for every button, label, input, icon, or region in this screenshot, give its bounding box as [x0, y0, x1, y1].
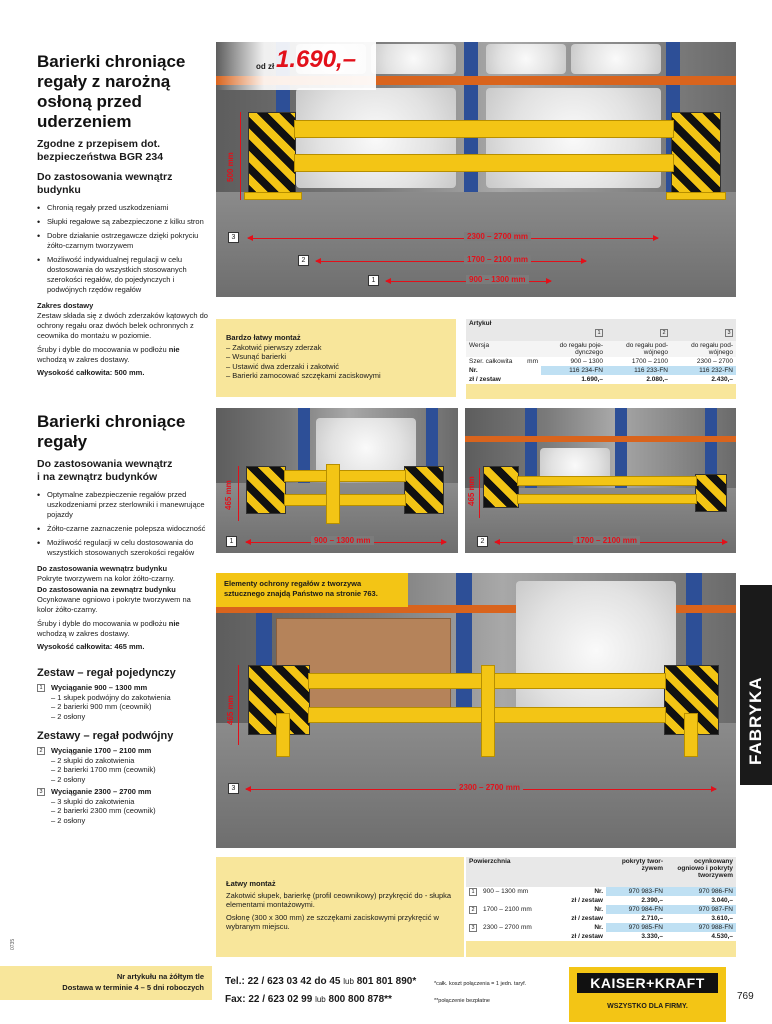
brand-logo [569, 967, 726, 1022]
table-1: Artykuł 1 2 3 Wersja do regału poje-dynczego do regału pod-wójnego do regału pod-wójnego Szer. całkowita mm 900 – 1300 1700 – 2100 2300 – 2700 Nr. 116 234-FN 116 233-FN 116 232-FN zł / zestaw 1.690,– 2.080,– 2.430,– [466, 319, 736, 399]
footer-note-1: *całk. koszt połączenia = 1 jedn. taryf. [434, 981, 527, 987]
variant-2: 2 Wyciąganie 1700 – 2100 mm – 2 słupki do zakotwienia – 2 barierki 1700 mm (ceownik) – 2 osłony [37, 746, 209, 784]
section2-title: Barierki chroniące regały [37, 412, 186, 451]
section1-title: Barierki chroniące regały z narożną osłoną przed uderzeniem [37, 52, 186, 131]
page-number: 769 [737, 991, 754, 1002]
photo-barrier-wide: Elementy ochrony regałów z tworzywa sztucznego znajdą Państwo na stronie 763. 465 mm 3 2300 – 2700 mm [216, 573, 736, 848]
bullet: • Optymalne zabezpieczenie regałów przed uszkodzeniami przez sterlowniki i manewrujące pojazdy [37, 490, 209, 520]
section2-screws: Śruby i dyble do mocowania w podłożu nie wchodzą w zakres dostawy. [37, 619, 180, 638]
dim-arrow-2 [316, 261, 586, 262]
brand-name: KAISER+KRAFT [577, 973, 718, 993]
side-tab: FABRYKA [740, 585, 772, 785]
footer-phone: Tel.: 22 / 623 03 42 do 45 lub 801 801 890* [225, 976, 417, 987]
section1-subtitle: Zgodne z przepisem dot. bezpieczeństwa BGR 234 [37, 138, 164, 163]
section1-scope: Zakres dostawy Zestaw składa się z dwóch zderzaków kątowych do ochrony regału oraz dwóch belek ochronnych z ceownika do montażu w poziomie. [37, 301, 208, 340]
assembly-box-1: Bardzo łatwy montaż – Zakotwić pierwszy zderzak – Wsunąć barierki – Ustawić dwa zderzaki i zakotwić – Barierki zamocować szczękami zaciskowymi [216, 319, 456, 397]
footer-fax: Fax: 22 / 623 02 99 lub 800 800 878** [225, 994, 392, 1005]
section1-bullets [37, 203, 209, 295]
section2-outside: Do zastosowania na zewnątrz budynku Ocynkowane ogniowo i pokryte tworzywem na kolor żółto-czarny. [37, 585, 191, 614]
bullet: • Możliwość indywidualnej regulacji w celu dostosowania do wszystkich stosowanych szerokości regałów, do pojedynczych i podwójnych rzędów regałów [37, 255, 209, 295]
price: 1.690,– [581, 376, 603, 383]
section1-usage-heading: Do zastosowania wewnątrz budynku [37, 171, 173, 196]
section2-usage-heading: Do zastosowania wewnątrz i na zewnątrz budynków [37, 458, 173, 483]
footer-note-2: **połączenie bezpłatne [434, 998, 490, 1004]
bullet: • Chronią regały przed uszkodzeniami [37, 203, 209, 213]
dim-arrow-3 [248, 238, 658, 239]
section2-height: Wysokość całkowita: 465 mm. [37, 642, 145, 651]
price-tag: od zł 1.690,– [216, 42, 376, 90]
bullet: • Dobre działanie ostrzegawcze dzięki pokryciu żółto-czarnym tworzywem [37, 231, 209, 251]
bullet: • Słupki regałowe są zabezpieczone z kilku stron [37, 217, 209, 227]
section1-text [37, 52, 209, 378]
bullet: • Możliwość regulacji w celu dostosowania do wszystkich stosowanych szerokości regałów [37, 538, 209, 558]
photo-corner-barrier: od zł 1.690,– 500 mm 3 2300 – 2700 mm 2 1700 – 2100 mm 1 900 – 1300 mm [216, 42, 736, 297]
brand-slogan: WSZYSTKO DLA FIRMY. [607, 1003, 688, 1010]
page-code: 0735 [10, 938, 16, 950]
section2-inside: Do zastosowania wewnątrz budynku Pokryte tworzywem na kolor żółto-czarny. [37, 564, 175, 583]
article-number: 116 233-FN [606, 366, 671, 375]
photo-barrier-double: 465 mm 2 1700 – 2100 mm [465, 408, 736, 553]
price-value: 1.690,– [276, 46, 357, 73]
photo-barrier-single: 465 mm 1 900 – 1300 mm [216, 408, 458, 553]
single-heading: Zestaw – regał pojedynczy [37, 667, 176, 679]
footer-yellow-note: Nr artykułu na żółtym tle Dostawa w terminie 4 – 5 dni roboczych [0, 966, 212, 1000]
double-heading: Zestawy – regał podwójny [37, 730, 174, 742]
section1-height: Wysokość całkowita: 500 mm. [37, 368, 145, 377]
height-label: 500 mm [226, 152, 235, 182]
variant-1: 1 Wyciąganie 900 – 1300 mm – 1 słupek podwójny do zakotwienia – 2 barierki 900 mm (ceownik) – 2 osłony [37, 683, 209, 721]
barrier-rail-top [294, 120, 674, 138]
table-2: Powierzchnia pokryty twor-zywem ocynkowany ogniowo i pokryty tworzywem 1 900 – 1300 mm Nr. 970 983-FN 970 986-FN zł / zestaw 2.390,– 3.040,– 2 1700 – 2100 mm Nr. 970 984-FN 970 987-FN zł / zestaw 2.710,– 3.610,– 3 2300 – 2700 mm Nr. 970 985-FN 970 988-FN zł / zestaw 3.330,– 4.530,– [466, 857, 736, 957]
price: 2.430,– [711, 376, 733, 383]
article-number: 116 234-FN [541, 366, 606, 375]
price: 2.080,– [646, 376, 668, 383]
section2-bullets [37, 490, 209, 558]
article-number: 116 232-FN [671, 366, 736, 375]
barrier-rail-bottom [294, 154, 674, 172]
corner-guard-right [671, 112, 721, 197]
bullet: • Żółto-czarne zaznaczenie polepsza widoczność [37, 524, 209, 534]
corner-guard-left [248, 112, 296, 197]
assembly-box-2: Łatwy montaż Zakotwić słupek, barierkę (profil ceownikowy) przykręcić do - słupka elementami montażowymi. Osłonę (300 x 300 mm) ze szczękami zaciskowymi przykręcić w wybranym miejscu. [216, 857, 464, 957]
section2-text [37, 412, 209, 825]
note-box: Elementy ochrony regałów z tworzywa sztucznego znajdą Państwo na stronie 763. [216, 573, 408, 607]
variant-3: 3 Wyciąganie 2300 – 2700 mm – 3 słupki do zakotwienia – 2 barierki 2300 mm (ceownik) – 2 osłony [37, 787, 209, 825]
section1-screws: Śruby i dyble do mocowania w podłożu nie wchodzą w zakres dostawy. [37, 345, 180, 364]
